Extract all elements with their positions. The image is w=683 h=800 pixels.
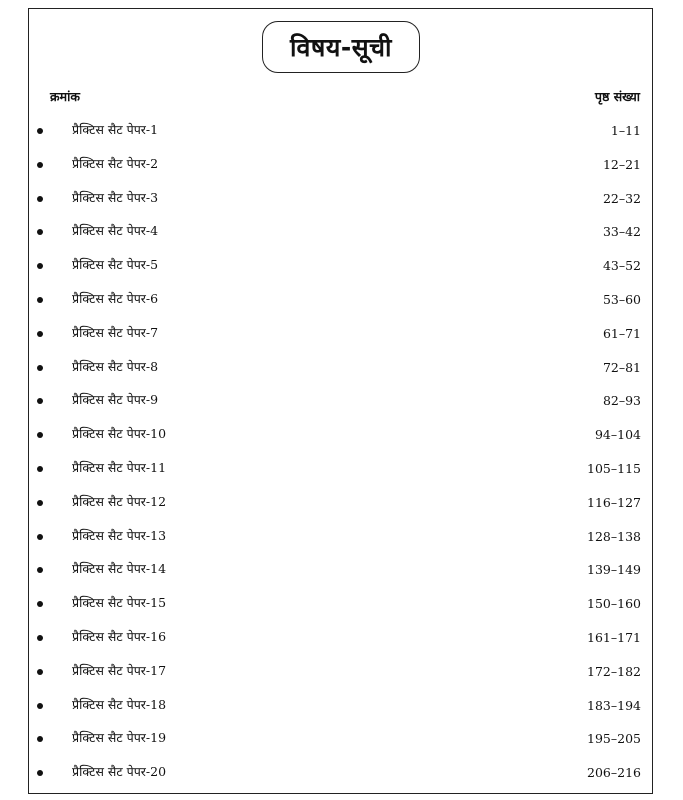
bullet-icon (37, 736, 43, 742)
toc-entry[interactable] (0, 147, 683, 181)
toc-entry[interactable] (0, 552, 683, 586)
toc-entry[interactable] (0, 316, 683, 350)
entry-page-range: 172–182 (587, 663, 641, 679)
bullet-icon (37, 398, 43, 404)
toc-entry[interactable] (0, 383, 683, 417)
toc-entry[interactable] (0, 214, 683, 248)
entry-title: प्रैक्टिस सैट पेपर-5 (72, 257, 159, 273)
toc-entry[interactable] (0, 620, 683, 654)
entry-page-range: 206–216 (587, 765, 641, 781)
toc-entry[interactable] (0, 519, 683, 553)
entry-title: प्रैक्टिस सैट पेपर-19 (72, 730, 167, 746)
entry-page-range: 43–52 (602, 258, 641, 274)
entry-title: प्रैक्टिस सैट पेपर-16 (72, 628, 167, 644)
entry-title: प्रैक्टिस सैट पेपर-4 (72, 223, 159, 239)
bullet-icon (37, 196, 43, 202)
bullet-icon (37, 229, 43, 235)
entry-title: प्रैक्टिस सैट पेपर-3 (72, 189, 159, 205)
toc-entry[interactable] (0, 282, 683, 316)
bullet-icon (37, 297, 43, 303)
entry-title: प्रैक्टिस सैट पेपर-15 (72, 595, 167, 611)
entry-title: प्रैक्टिस सैट पेपर-7 (72, 324, 159, 340)
entry-page-range: 33–42 (602, 224, 641, 240)
entry-page-range: 139–149 (587, 562, 641, 578)
entry-page-range: 161–171 (587, 629, 641, 645)
entry-title: प्रैक्टिस सैट पेपर-1 (72, 122, 159, 137)
entry-page-range: 183–194 (587, 697, 641, 713)
entry-title: प्रैक्टिस सैट पेपर-11 (72, 459, 167, 475)
entry-page-range: 94–104 (594, 427, 641, 443)
entry-title: प्रैक्टिस सैट पेपर-9 (72, 392, 159, 408)
toc-entry[interactable] (0, 417, 683, 451)
entry-page-range: 116–127 (587, 494, 641, 510)
bullet-icon (37, 703, 43, 709)
toc-entry[interactable] (0, 113, 683, 147)
toc-entry[interactable] (0, 181, 683, 215)
page-number-header: पृष्ठ संख्या (594, 89, 640, 104)
entry-page-range: 1–11 (610, 123, 641, 138)
entry-page-range: 72–81 (602, 359, 641, 375)
page-title: विषय-सूची (290, 33, 392, 62)
bullet-icon (37, 669, 43, 675)
entry-page-range: 53–60 (602, 291, 641, 307)
bullet-icon (37, 635, 43, 641)
bullet-icon (37, 466, 43, 472)
entry-page-range: 12–21 (602, 156, 641, 172)
toc-entry[interactable] (0, 485, 683, 519)
bullet-icon (37, 128, 43, 134)
bullet-icon (37, 365, 43, 371)
entry-page-range: 150–160 (587, 596, 641, 612)
bullet-icon (37, 500, 43, 506)
entry-title: प्रैक्टिस सैट पेपर-6 (72, 290, 159, 306)
bullet-icon (37, 567, 43, 573)
bullet-icon (37, 331, 43, 337)
toc-entry[interactable] (0, 248, 683, 282)
table-of-contents (0, 113, 683, 789)
entry-title: प्रैक्टिस सैट पेपर-10 (72, 426, 167, 442)
toc-entry[interactable] (0, 654, 683, 688)
bullet-icon (37, 601, 43, 607)
entry-title: प्रैक्टिस सैट पेपर-2 (72, 155, 159, 171)
bullet-icon (37, 263, 43, 269)
entry-title: प्रैक्टिस सैट पेपर-13 (72, 527, 167, 543)
entry-title: प्रैक्टिस सैट पेपर-12 (72, 493, 167, 509)
entry-page-range: 105–115 (587, 460, 641, 476)
entry-page-range: 82–93 (602, 393, 641, 409)
toc-entry[interactable] (0, 721, 683, 755)
toc-entry[interactable] (0, 451, 683, 485)
serial-number-header: क्रमांक (50, 89, 80, 104)
bullet-icon (37, 534, 43, 540)
entry-title: प्रैक्टिस सैट पेपर-14 (72, 561, 167, 577)
entry-title: प्रैक्टिस सैट पेपर-20 (72, 764, 167, 780)
bullet-icon (37, 162, 43, 168)
toc-entry[interactable] (0, 688, 683, 722)
entry-title: प्रैक्टिस सैट पेपर-17 (72, 662, 167, 678)
toc-entry[interactable] (0, 350, 683, 384)
entry-page-range: 61–71 (602, 325, 641, 341)
toc-entry[interactable] (0, 755, 683, 789)
bullet-icon (37, 432, 43, 438)
entry-page-range: 128–138 (587, 528, 641, 544)
entry-page-range: 195–205 (587, 731, 641, 747)
entry-page-range: 22–32 (602, 190, 641, 206)
entry-title: प्रैक्टिस सैट पेपर-8 (72, 358, 159, 374)
entry-title: प्रैक्टिस सैट पेपर-18 (72, 696, 167, 712)
title-box (262, 21, 420, 73)
toc-entry[interactable] (0, 586, 683, 620)
bullet-icon (37, 770, 43, 776)
